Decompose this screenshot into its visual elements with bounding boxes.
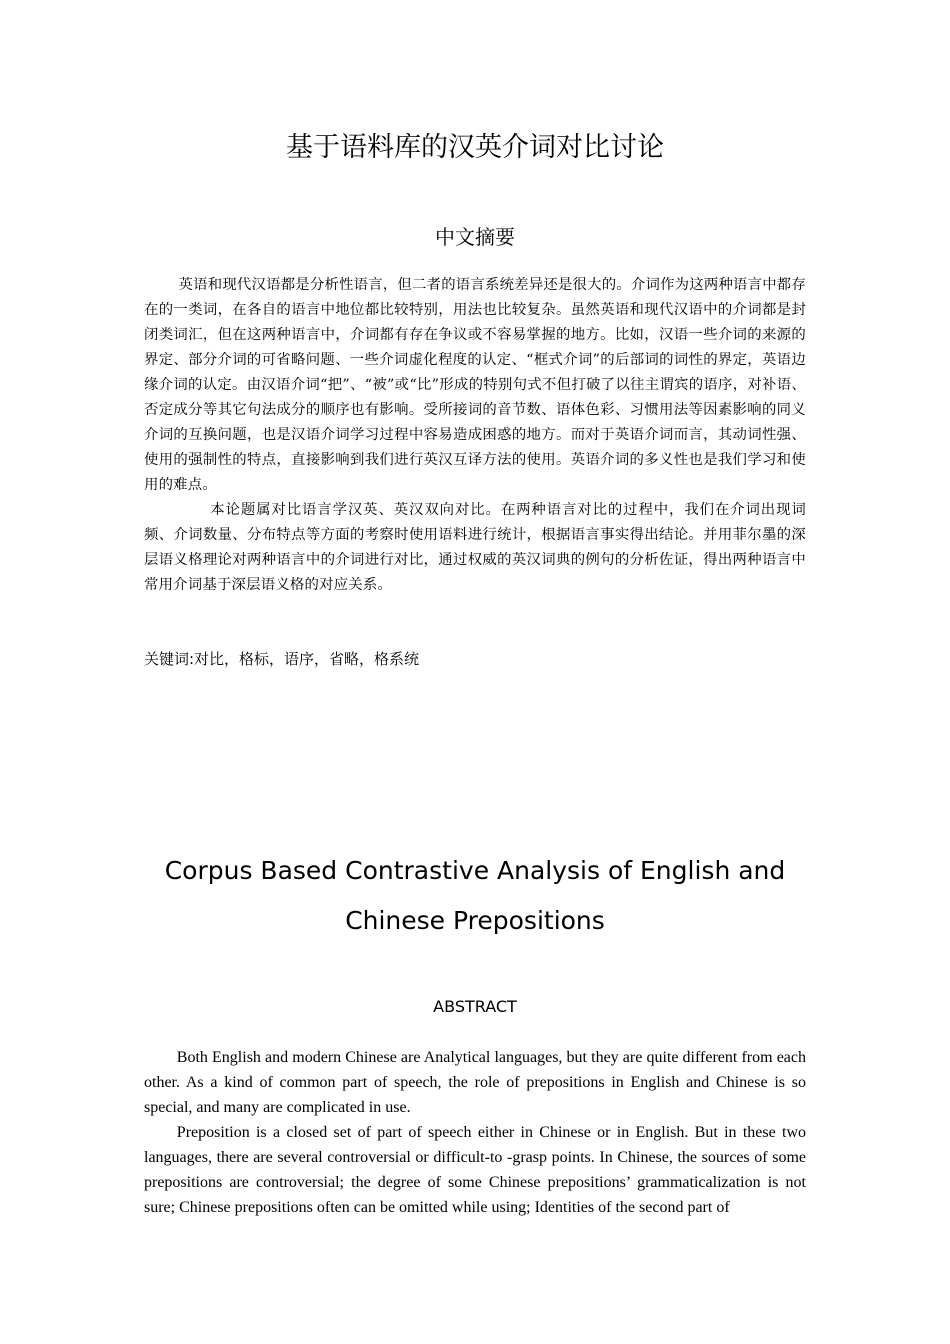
english-abstract-paragraph: Both English and modern Chinese are Analytical languages, but they are quite different from each other. As a kind of common part of speech, the role of prepositions in English and Chinese is so special, and many are complicated in use. [144, 1049, 806, 1116]
chinese-keywords: 关键词:对比，格标，语序，省略，格系统 [144, 650, 420, 668]
chinese-abstract-paragraph: 英语和现代汉语都是分析性语言，但二者的语言系统差异还是很大的。介词作为这两种语言中都存在的一类词，在各自的语言中地位都比较特别，用法也比较复杂。虽然英语和现代汉语中的介词都是封闭类词汇，但在这两种语言中，介词都有存在争议或不容易掌握的地方。比如，汉语一些介词的来源的界定、部分介词的可省略问题、一些介词虚化程度的认定、“框式介词”的后部词的词性的界定，英语边缘介词的认定。由汉语介词“把”、“被”或“比”形成的特别句式不但打破了以往主谓宾的语序，对补语、否定成分等其它句法成分的顺序也有影响。受所接词的音节数、语体色彩、习惯用法等因素影响的同义介词的互换问题，也是汉语介词学习过程中容易造成困惑的地方。而对于英语介词而言，其动词性强、使用的强制性的特点，直接影响到我们进行英汉互译方法的使用。英语介词的多义性也是我们学习和使用的难点。 [144, 277, 806, 493]
english-title [0, 846, 950, 946]
english-abstract-body [144, 1045, 806, 1220]
english-title-line: Corpus Based Contrastive Analysis of English and [164, 856, 786, 885]
english-title-line: Chinese Prepositions [345, 906, 605, 935]
english-abstract-heading: ABSTRACT [433, 997, 517, 1016]
chinese-abstract-body [144, 273, 806, 598]
chinese-abstract-heading: 中文摘要 [435, 225, 515, 249]
english-abstract-paragraph: Preposition is a closed set of part of speech either in Chinese or in English. But in these two languages, there are several controversial or difficult-to -grasp points. In Chinese, the sources of some prepositions are controversial; the degree of some Chinese prepositions’ grammaticalization is not sure; Chinese prepositions often can be omitted while using; Identities of the second part of [144, 1124, 806, 1216]
chinese-abstract-paragraph: 本论题属对比语言学汉英、英汉双向对比。在两种语言对比的过程中，我们在介词出现词频、介词数量、分布特点等方面的考察时使用语料进行统计，根据语言事实得出结论。并用菲尔墨的深层语义格理论对两种语言中的介词进行对比，通过权威的英汉词典的例句的分析佐证，得出两种语言中常用介词基于深层语义格的对应关系。 [144, 502, 806, 593]
chinese-title: 基于语料库的汉英介词对比讨论 [286, 132, 664, 163]
